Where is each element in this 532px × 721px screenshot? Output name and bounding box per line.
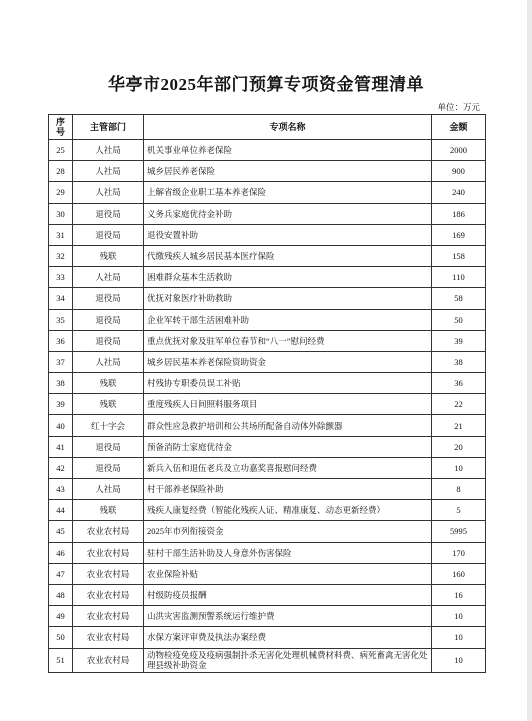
row-name: 2025年市列衔接资金	[144, 521, 432, 542]
table-row	[49, 521, 486, 542]
table-row	[49, 267, 486, 288]
row-name: 上解省级企业职工基本养老保险	[144, 182, 432, 203]
row-amount: 39	[432, 330, 486, 351]
row-dept: 农业农村局	[73, 542, 144, 563]
row-dept: 农业农村局	[73, 606, 144, 627]
row-no: 36	[49, 330, 73, 351]
row-dept: 退役局	[73, 224, 144, 245]
row-no: 44	[49, 500, 73, 521]
row-name: 村级防疫员报酬	[144, 584, 432, 605]
row-no: 45	[49, 521, 73, 542]
row-dept: 人社局	[73, 267, 144, 288]
table-row	[49, 500, 486, 521]
row-amount: 16	[432, 584, 486, 605]
row-name: 驻村干部生活补助及人身意外伤害保险	[144, 542, 432, 563]
row-amount: 170	[432, 542, 486, 563]
table-row	[49, 563, 486, 584]
row-dept: 农业农村局	[73, 627, 144, 648]
row-dept: 退役局	[73, 457, 144, 478]
row-name: 义务兵家庭优待金补助	[144, 203, 432, 224]
row-dept: 残联	[73, 500, 144, 521]
row-dept: 残联	[73, 394, 144, 415]
row-no: 28	[49, 161, 73, 182]
table-row	[49, 330, 486, 351]
table-row	[49, 288, 486, 309]
row-amount: 36	[432, 373, 486, 394]
table-row	[49, 542, 486, 563]
row-amount: 22	[432, 394, 486, 415]
table-row	[49, 140, 486, 161]
row-dept: 农业农村局	[73, 584, 144, 605]
row-name: 困难群众基本生活救助	[144, 267, 432, 288]
row-name: 群众性应急救护培训和公共场所配备自动体外除颤器	[144, 415, 432, 436]
row-no: 30	[49, 203, 73, 224]
row-no: 49	[49, 606, 73, 627]
row-no: 50	[49, 627, 73, 648]
row-name: 优抚对象医疗补助救助	[144, 288, 432, 309]
row-no: 32	[49, 245, 73, 266]
table-row	[49, 182, 486, 203]
row-name: 重度残疾人日间照料服务项目	[144, 394, 432, 415]
row-amount: 50	[432, 309, 486, 330]
document-title: 华亭市2025年部门预算专项资金管理清单	[108, 75, 424, 94]
row-no: 38	[49, 373, 73, 394]
row-no: 29	[49, 182, 73, 203]
table-row	[49, 584, 486, 605]
row-no: 46	[49, 542, 73, 563]
row-dept: 退役局	[73, 436, 144, 457]
row-name: 预备消防士家庭优待金	[144, 436, 432, 457]
row-name: 机关事业单位养老保险	[144, 140, 432, 161]
row-dept: 残联	[73, 245, 144, 266]
row-name: 退役安置补助	[144, 224, 432, 245]
unit-label: 单位：万元	[437, 102, 480, 112]
row-no: 48	[49, 584, 73, 605]
table-row	[49, 309, 486, 330]
table-row	[49, 351, 486, 372]
row-no: 25	[49, 140, 73, 161]
table-row	[49, 457, 486, 478]
row-dept: 退役局	[73, 203, 144, 224]
row-dept: 农业农村局	[73, 521, 144, 542]
row-name: 残疾人康复经费（智能化残疾人证、精准康复、动态更新经费）	[144, 500, 432, 521]
row-name: 代缴残疾人城乡居民基本医疗保险	[144, 245, 432, 266]
row-name: 山洪灾害监测预警系统运行维护费	[144, 606, 432, 627]
table-row	[49, 479, 486, 500]
row-name: 农业保险补贴	[144, 563, 432, 584]
row-amount: 10	[432, 627, 486, 648]
row-amount: 8	[432, 479, 486, 500]
row-no: 34	[49, 288, 73, 309]
row-dept: 残联	[73, 373, 144, 394]
row-no: 41	[49, 436, 73, 457]
row-name: 城乡居民基本养老保险资助资金	[144, 351, 432, 372]
row-amount: 5	[432, 500, 486, 521]
row-dept: 人社局	[73, 161, 144, 182]
row-dept: 人社局	[73, 351, 144, 372]
row-no: 43	[49, 479, 73, 500]
row-name: 城乡居民养老保险	[144, 161, 432, 182]
row-no: 47	[49, 563, 73, 584]
page-edge	[527, 0, 532, 721]
row-amount: 110	[432, 267, 486, 288]
row-no: 31	[49, 224, 73, 245]
row-dept: 退役局	[73, 288, 144, 309]
row-amount: 58	[432, 288, 486, 309]
table-row	[49, 606, 486, 627]
header-name: 专项名称	[144, 115, 432, 140]
header-no: 序号	[49, 115, 73, 140]
table-row	[49, 415, 486, 436]
table-row	[49, 161, 486, 182]
row-amount: 900	[432, 161, 486, 182]
row-no: 51	[49, 648, 73, 672]
row-amount: 10	[432, 457, 486, 478]
row-dept: 农业农村局	[73, 648, 144, 672]
row-amount: 158	[432, 245, 486, 266]
row-dept: 人社局	[73, 479, 144, 500]
table-row	[49, 245, 486, 266]
row-amount: 10	[432, 648, 486, 672]
row-no: 37	[49, 351, 73, 372]
row-dept: 人社局	[73, 140, 144, 161]
row-name: 重点优抚对象及驻军单位春节和“八一”慰问经费	[144, 330, 432, 351]
row-amount: 186	[432, 203, 486, 224]
row-name: 企业军转干部生活困难补助	[144, 309, 432, 330]
table-row	[49, 394, 486, 415]
header-dept: 主管部门	[73, 115, 144, 140]
row-amount: 38	[432, 351, 486, 372]
row-dept: 退役局	[73, 330, 144, 351]
row-name: 村干部养老保险补助	[144, 479, 432, 500]
row-dept: 人社局	[73, 182, 144, 203]
table-row	[49, 203, 486, 224]
row-no: 35	[49, 309, 73, 330]
row-dept: 农业农村局	[73, 563, 144, 584]
row-dept: 退役局	[73, 309, 144, 330]
row-no: 42	[49, 457, 73, 478]
row-no: 40	[49, 415, 73, 436]
row-name: 动物检疫免疫及疫病强制扑杀无害化处理机械费材料费、病死畜禽无害化处理县级补助资金	[144, 648, 432, 672]
row-amount: 20	[432, 436, 486, 457]
table-header-row	[49, 115, 486, 140]
row-amount: 160	[432, 563, 486, 584]
budget-table	[48, 114, 486, 673]
header-amount: 金额	[432, 115, 486, 140]
row-no: 39	[49, 394, 73, 415]
row-amount: 240	[432, 182, 486, 203]
row-name: 新兵入伍和退伍老兵及立功嘉奖喜报慰问经费	[144, 457, 432, 478]
row-amount: 10	[432, 606, 486, 627]
row-name: 水保方案评审费及执法办案经费	[144, 627, 432, 648]
row-name: 村残协专职委员误工补贴	[144, 373, 432, 394]
row-no: 33	[49, 267, 73, 288]
table-row	[49, 648, 486, 672]
table-row	[49, 436, 486, 457]
row-amount: 2000	[432, 140, 486, 161]
row-amount: 5995	[432, 521, 486, 542]
table-row	[49, 627, 486, 648]
table-body	[49, 140, 486, 673]
row-amount: 169	[432, 224, 486, 245]
table-row	[49, 224, 486, 245]
row-dept: 红十字会	[73, 415, 144, 436]
table-row	[49, 373, 486, 394]
row-amount: 21	[432, 415, 486, 436]
